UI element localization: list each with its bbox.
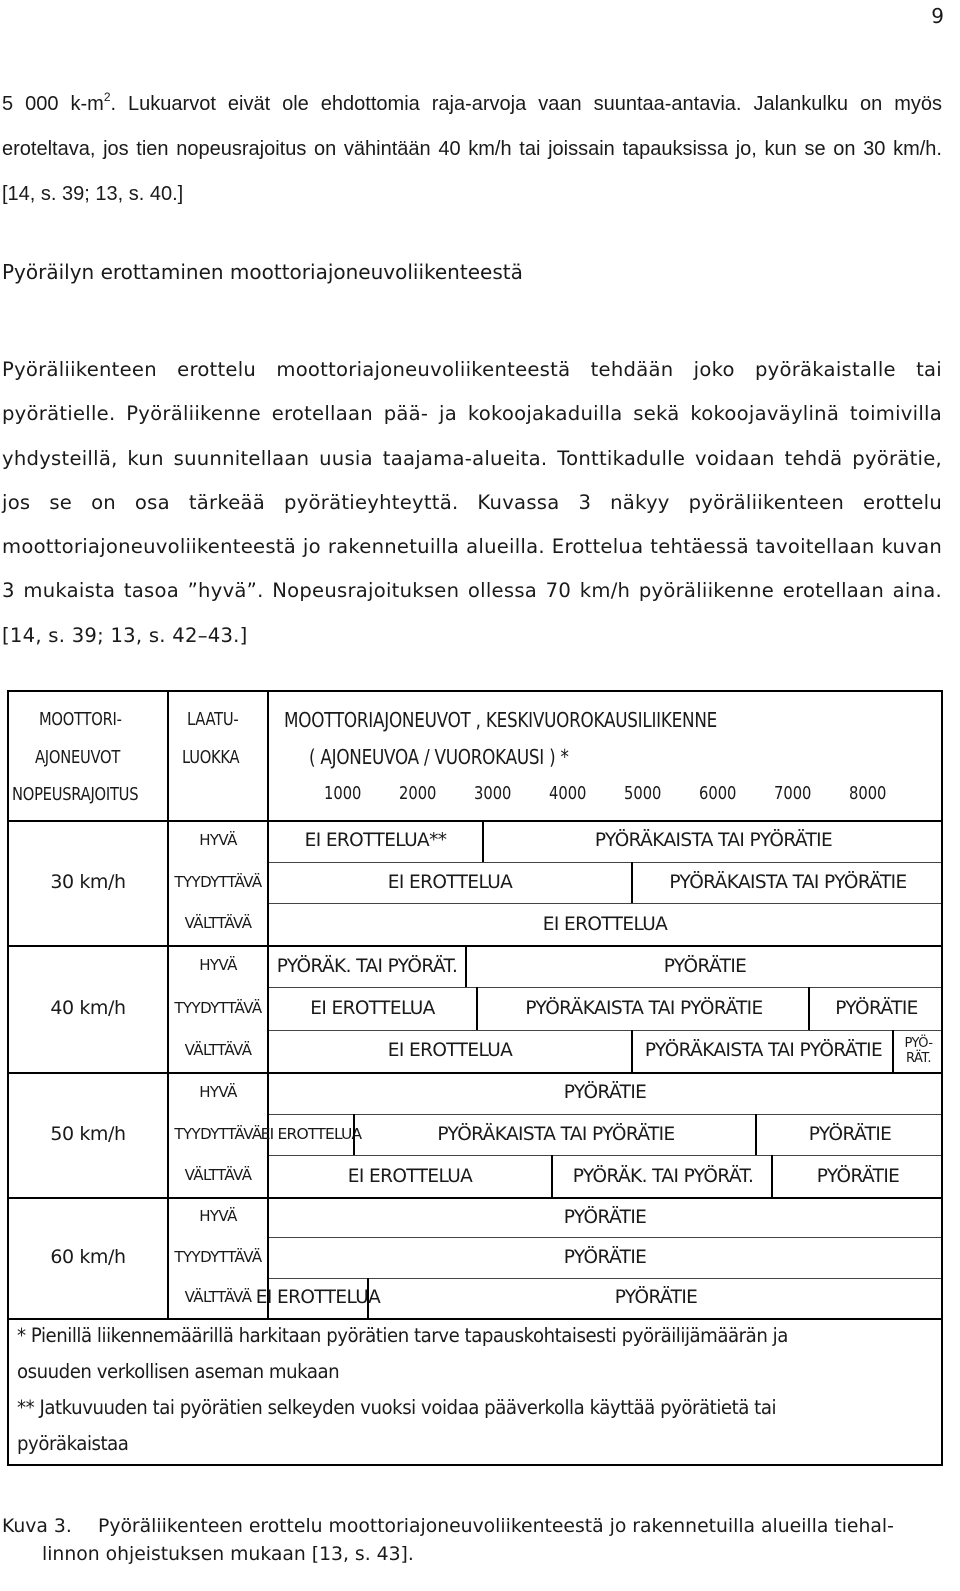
paragraph-intro-rest: . Lukuarvot eivät ole ehdottomia raja-arvoja vaan suuntaa-antavia. Jalankulku on myös eroteltava, jos tien nopeusrajoitus on vähintään 40 km/h tai joissain tapauksissa jo, kun se on 30 km/h. [14, s. 39; 13, s. 40.]	[2, 93, 942, 205]
quality-subrow	[269, 862, 941, 905]
speed-limit-label: 50 km/h	[50, 1122, 126, 1145]
separation-cell: PYÖRÄTIE	[755, 1114, 943, 1156]
separation-cell: PYÖRÄTIE	[367, 1278, 943, 1318]
quality-subrow	[269, 903, 941, 945]
separation-cell: PYÖRÄTIE	[563, 1082, 647, 1104]
separation-table-figure	[7, 690, 943, 1466]
quality-label: VÄLTTÄVÄ	[184, 1040, 252, 1059]
paragraph-intro	[2, 82, 942, 217]
separation-cell: PYÖRÄTIE	[563, 1206, 647, 1228]
header-subtitle: ( AJONEUVOA / VUOROKAUSI ) *	[309, 745, 569, 769]
separation-cell: PYÖRÄKAISTA TAI PYÖRÄTIE	[353, 1114, 757, 1156]
page-number: 9	[931, 4, 944, 28]
tick-label: 4000	[549, 784, 587, 804]
quality-subrow	[269, 1237, 941, 1278]
caption-label: Kuva 3.	[2, 1516, 72, 1537]
separation-cell: EI EROTTELUA	[387, 1040, 513, 1062]
separation-cell: PYÖRÄTIE	[465, 945, 943, 987]
separation-cell: PYÖRÄTIE	[563, 1246, 647, 1268]
quality-subrow	[269, 1197, 941, 1238]
header-col2-line2: LUOKKA	[182, 748, 240, 768]
quality-label: TYYDYTTÄVÄ	[174, 1247, 262, 1266]
quality-label: VÄLTTÄVÄ	[184, 1287, 252, 1306]
section-heading: Pyöräilyn erottaminen moottoriajoneuvoliikenteestä	[2, 260, 523, 284]
header-col1-line3: NOPEUSRAJOITUS	[12, 785, 139, 805]
tick-label: 1000	[324, 784, 362, 804]
separation-cell: EI EROTTELUA	[347, 1165, 473, 1187]
tick-label: 3000	[474, 784, 512, 804]
tick-label: 5000	[624, 784, 662, 804]
paragraph-intro-start: 5 000 k-m	[2, 93, 104, 115]
separation-cell: PYÖRÄKAISTA TAI PYÖRÄTIE	[482, 820, 943, 862]
quality-label: HYVÄ	[199, 1082, 237, 1101]
header-col2-line1: LAATU-	[187, 710, 239, 730]
quality-subrow	[269, 820, 941, 863]
footnote-line: * Pienillä liikennemäärillä harkitaan pyörätien tarve tapauskohtaisesti pyöräilijämäärän ja	[17, 1324, 788, 1347]
separation-cell: PYÖRÄK. TAI PYÖRÄT.	[276, 955, 458, 977]
quality-label: TYYDYTTÄVÄ	[174, 1124, 262, 1143]
quality-subrow	[269, 1155, 941, 1197]
footnote-line: osuuden verkollisen aseman mukaan	[17, 1360, 340, 1383]
tick-label: 6000	[699, 784, 737, 804]
speed-limit-label: 30 km/h	[50, 870, 126, 893]
speed-row	[9, 1072, 941, 1199]
separation-cell: PYÖRÄTIE	[771, 1155, 943, 1197]
footnote-line: ** Jatkuvuuden tai pyörätien selkeyden vuoksi voidaa pääverkolla käyttää pyörätietä tai	[17, 1396, 777, 1419]
caption-line1: Pyöräliikenteen erottelu moottoriajoneuvoliikenteestä jo rakennetuilla alueilla tiehal-	[98, 1516, 894, 1537]
separation-cell: PYÖRÄTIE	[808, 987, 943, 1029]
separation-cell: EI EROTTELUA**	[304, 830, 447, 852]
separation-cell: PYÖRÄKAISTA TAI PYÖRÄTIE	[476, 987, 810, 1029]
quality-subrow	[269, 1072, 941, 1115]
tick-label: 8000	[849, 784, 887, 804]
separation-cell: EI EROTTELUA	[542, 913, 668, 935]
quality-label: VÄLTTÄVÄ	[184, 1166, 252, 1185]
header-title: MOOTTORIAJONEUVOT , KESKIVUOROKAUSILIIKENNE	[284, 708, 718, 732]
quality-subrow	[269, 1030, 941, 1072]
speed-row	[9, 820, 941, 947]
quality-subrow	[260, 1114, 941, 1157]
speed-limit-label: 60 km/h	[50, 1245, 126, 1268]
quality-subrow	[269, 945, 941, 988]
separation-cell: PYÖRÄKAISTA TAI PYÖRÄTIE	[631, 1030, 894, 1072]
caption-line2: linnon ohjeistuksen mukaan [13, s. 43].	[42, 1544, 414, 1565]
quality-label: HYVÄ	[199, 830, 237, 849]
superscript: 2	[103, 90, 111, 104]
separation-cell: EI EROTTELUA	[260, 1125, 362, 1144]
separation-cell: EI EROTTELUA	[387, 871, 513, 893]
separation-cell: PYÖ- RÄT.	[892, 1030, 943, 1072]
quality-label: HYVÄ	[199, 956, 237, 975]
header-col1-line1: MOOTTORI-	[39, 710, 122, 730]
separation-cell: EI EROTTELUA	[255, 1287, 381, 1309]
paragraph-body: Pyöräliikenteen erottelu moottoriajoneuvoliikenteestä tehdään joko pyöräkaistalle tai pyörätielle. Pyöräliikenne erotellaan pää- ja kokoojakaduilla sekä kokoojaväylinä toimivilla yhdysteillä, kun suunnitellaan uusia taajama-alueita. Tonttikadulle voidaan tehdä pyörätie, jos se on osa tärkeää pyörätieyhteyttä. Kuvassa 3 näkyy pyöräliikenteen erottelu moottoriajoneuvoliikenteestä jo rakennetuilla alueilla. Erottelua tehtäessä tavoitellaan kuvan 3 mukaista tasoa ”hyvä”. Nopeusrajoituksen ollessa 70 km/h pyöräliikenne erotellaan aina. [14, s. 39; 13, s. 42–43.]	[2, 358, 942, 647]
separation-cell: PYÖRÄKAISTA TAI PYÖRÄTIE	[631, 862, 943, 904]
quality-label: TYYDYTTÄVÄ	[174, 998, 262, 1017]
header-col1-line2: AJONEUVOT	[35, 748, 121, 768]
tick-label: 2000	[399, 784, 437, 804]
footnote-line: pyöräkaistaa	[17, 1432, 129, 1455]
table-header	[9, 692, 941, 822]
quality-label: TYYDYTTÄVÄ	[174, 872, 262, 891]
quality-label: HYVÄ	[199, 1207, 237, 1226]
speed-limit-label: 40 km/h	[50, 996, 126, 1019]
separation-cell: EI EROTTELUA	[310, 997, 435, 1019]
separation-cell: PYÖRÄK. TAI PYÖRÄT.	[551, 1155, 773, 1197]
quality-subrow	[269, 987, 941, 1030]
speed-row	[9, 945, 941, 1074]
tick-label: 7000	[774, 784, 812, 804]
speed-row	[9, 1197, 941, 1320]
quality-label: VÄLTTÄVÄ	[184, 914, 252, 933]
figure-caption	[2, 1513, 942, 1569]
quality-subrow	[255, 1278, 941, 1318]
